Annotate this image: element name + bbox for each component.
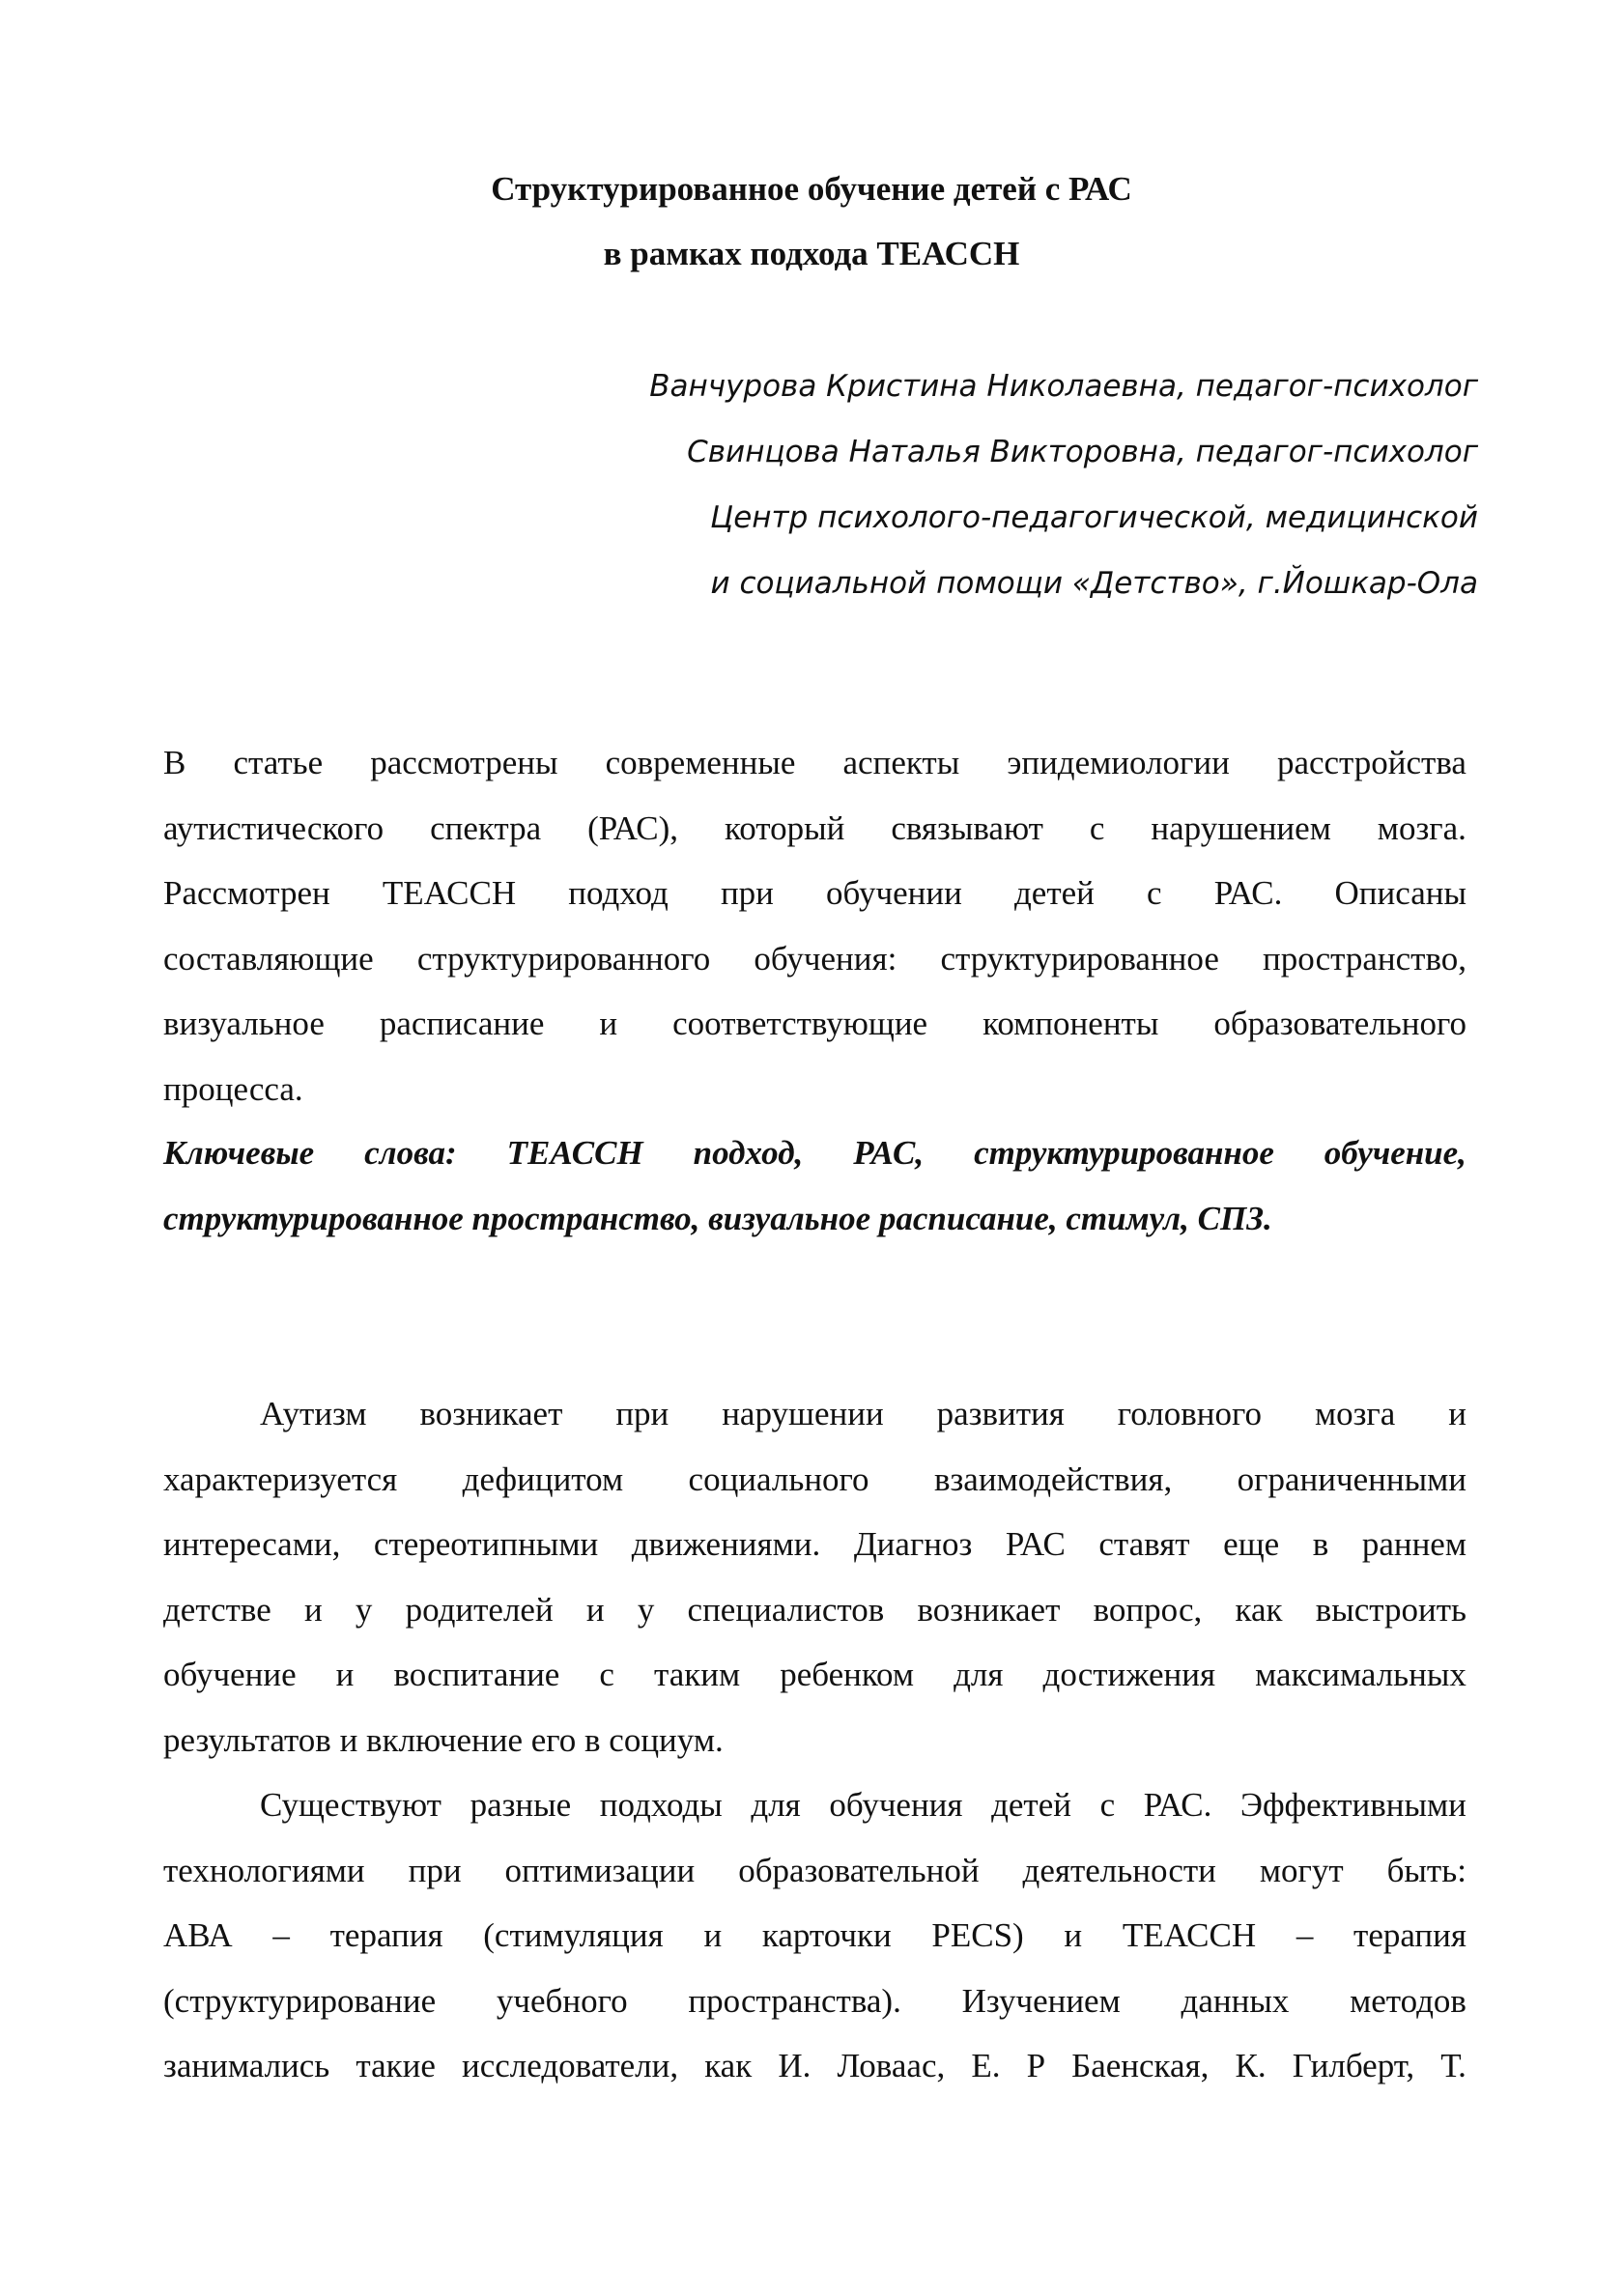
word: взаимодействия,: [933, 1460, 1173, 1498]
word: и: [703, 1916, 723, 1954]
word: методов: [1350, 1981, 1466, 2020]
word: Описаны: [1334, 874, 1466, 912]
word: аутистического: [163, 808, 384, 847]
word: интересами,: [163, 1525, 341, 1563]
paragraph-last-line: результатов и включение его в социум.: [163, 1720, 724, 1759]
word: (стимуляция: [483, 1916, 664, 1954]
paragraph-line: [163, 1772, 1466, 1838]
word: РАС,: [853, 1134, 925, 1172]
word: статье: [233, 744, 324, 781]
word: и: [1064, 1916, 1083, 1954]
word: слова:: [364, 1134, 457, 1172]
word: стереотипными: [373, 1525, 599, 1563]
word: обучения: [829, 1786, 963, 1824]
word: обучения:: [754, 939, 897, 978]
word: ТЕАССН: [1122, 1916, 1257, 1954]
word: аспекты: [842, 744, 960, 781]
word: Рассмотрен: [163, 874, 330, 912]
word: технологиями: [163, 1851, 365, 1889]
paragraph-line: [163, 1381, 1466, 1447]
word: при: [408, 1851, 462, 1889]
word: как: [1235, 1590, 1283, 1629]
word: для: [954, 1656, 1004, 1693]
word: раннем: [1361, 1525, 1466, 1563]
word: в: [1312, 1525, 1329, 1563]
word: с: [1099, 1786, 1116, 1824]
paragraph-line: [163, 1838, 1466, 1904]
word: вопрос,: [1093, 1590, 1203, 1629]
word: образовательной: [738, 1851, 980, 1889]
word: Е.: [971, 2047, 1001, 2084]
paragraph-line: [163, 1447, 1466, 1513]
abstract-line: [163, 926, 1466, 992]
word: обучение,: [1324, 1134, 1466, 1172]
word: как: [704, 2047, 753, 2084]
word: возникает: [419, 1395, 563, 1432]
word: рассмотрены: [370, 744, 558, 781]
word: Ключевые: [163, 1134, 315, 1172]
word: структурированное: [940, 939, 1219, 978]
word: (структурирование: [163, 1981, 437, 2020]
word: Р: [1026, 2047, 1046, 2084]
word: –: [272, 1916, 290, 1954]
keywords-line: структурированное пространство, визуальное расписание, стимул, СПЗ.: [163, 1199, 1272, 1237]
word: терапия: [1353, 1916, 1466, 1954]
word: воспитание: [393, 1656, 560, 1693]
word: составляющие: [163, 939, 374, 978]
abstract-line: [163, 861, 1466, 926]
word: деятельности: [1022, 1851, 1216, 1889]
word: нарушении: [722, 1395, 884, 1432]
word: возникает: [917, 1590, 1061, 1629]
paragraph-line: [163, 1903, 1466, 1969]
word: РАС.: [1143, 1786, 1212, 1824]
paragraph-line: [163, 1642, 1466, 1708]
word: обучении: [826, 874, 962, 912]
affiliation-line-2: и социальной помощи «Детство», г.Йошкар-Ола: [710, 566, 1478, 601]
word: максимальных: [1255, 1656, 1466, 1693]
word: пространства).: [688, 1981, 901, 2020]
paragraph-line: [163, 1512, 1466, 1577]
word: Аутизм: [260, 1395, 367, 1432]
word: нарушением: [1151, 808, 1331, 847]
word: Изучением: [961, 1981, 1121, 2020]
word: при: [615, 1395, 669, 1432]
word: эпидемиологии: [1007, 744, 1230, 781]
word: ребенком: [780, 1656, 915, 1693]
abstract-line: [163, 730, 1466, 796]
word: данных: [1181, 1981, 1290, 2020]
word: головного: [1117, 1395, 1263, 1432]
word: достижения: [1042, 1656, 1216, 1693]
word: учебного: [496, 1981, 628, 2020]
word: РАС: [1005, 1525, 1066, 1563]
word: с: [1147, 874, 1162, 912]
word: спектра: [430, 808, 542, 847]
author-2: Свинцова Наталья Викторовна, педагог-психолог: [687, 435, 1478, 469]
word: Ловаас,: [837, 2047, 946, 2084]
title-line-1: Структурированное обучение детей с РАС: [491, 170, 1132, 208]
word: расстройства: [1276, 744, 1466, 781]
word: исследователи,: [461, 2047, 679, 2084]
word: занимались: [163, 2047, 330, 2084]
word: И.: [778, 2047, 812, 2084]
word: таким: [654, 1656, 741, 1693]
word: ТЕАССН: [506, 1134, 643, 1172]
body-paragraph: [163, 1381, 1466, 1772]
paragraph-line: [163, 1577, 1466, 1643]
word: Диагноз: [853, 1525, 973, 1563]
word: детстве: [163, 1590, 271, 1629]
word: подход: [568, 874, 669, 912]
word: визуальное: [163, 1005, 325, 1042]
word: терапия: [329, 1916, 443, 1954]
abstract-line: [163, 796, 1466, 862]
word: у: [355, 1590, 373, 1629]
word: мозга: [1314, 1395, 1396, 1432]
word: для: [751, 1786, 801, 1824]
word: Баенская,: [1071, 2047, 1210, 2084]
word: PECS): [931, 1916, 1024, 1954]
word: детей: [991, 1786, 1071, 1824]
word: образовательного: [1213, 1005, 1466, 1042]
word: ТЕАССН: [382, 874, 517, 912]
paragraph-line: [163, 2033, 1466, 2099]
word: разные: [470, 1786, 572, 1824]
affiliation-line-1: Центр психолого-педагогической, медицинской: [710, 500, 1478, 535]
word: структурированного: [416, 939, 711, 978]
word: родителей: [405, 1590, 554, 1629]
word: Гилберт,: [1292, 2047, 1415, 2084]
word: который: [725, 808, 845, 847]
word: Т.: [1440, 2047, 1466, 2084]
word: и: [1448, 1395, 1466, 1432]
word: соответствующие: [672, 1005, 928, 1042]
abstract-line: [163, 991, 1466, 1057]
word: Существуют: [260, 1786, 441, 1824]
word: компоненты: [982, 1005, 1159, 1042]
word: современные: [605, 744, 796, 781]
keywords-line: [163, 1120, 1466, 1186]
word: обучение: [163, 1656, 297, 1693]
word: В: [163, 744, 186, 781]
word: еще: [1223, 1525, 1280, 1563]
word: такие: [356, 2047, 436, 2084]
word: ставят: [1098, 1525, 1190, 1563]
word: с: [1089, 808, 1105, 847]
word: движениями.: [631, 1525, 821, 1563]
word: выстроить: [1315, 1590, 1466, 1629]
word: Эффективными: [1239, 1786, 1466, 1824]
author-1: Ванчурова Кристина Николаевна, педагог-психолог: [649, 369, 1478, 404]
word: оптимизации: [504, 1851, 696, 1889]
word: и: [335, 1656, 355, 1693]
word: развития: [936, 1395, 1065, 1432]
keywords: [163, 1120, 1466, 1251]
title-line-2: в рамках подхода ТЕАССН: [603, 235, 1020, 272]
word: мозга.: [1377, 808, 1466, 847]
word: К.: [1235, 2047, 1267, 2084]
word: быть:: [1386, 1851, 1466, 1889]
word: дефицитом: [462, 1460, 624, 1498]
word: социального: [688, 1460, 869, 1498]
abstract: [163, 730, 1466, 1121]
word: и: [599, 1005, 618, 1042]
body-paragraph: [163, 1772, 1466, 2099]
word: структурированное: [974, 1134, 1274, 1172]
word: РАС.: [1213, 874, 1283, 912]
paragraph-line: [163, 1969, 1466, 2034]
word: и: [303, 1590, 323, 1629]
word: карточки: [761, 1916, 892, 1954]
word: связывают: [891, 808, 1043, 847]
word: и: [585, 1590, 605, 1629]
word: –: [1296, 1916, 1314, 1954]
word: подход,: [693, 1134, 804, 1172]
word: расписание: [379, 1005, 545, 1042]
word: ограниченными: [1237, 1460, 1466, 1498]
word: с: [599, 1656, 614, 1693]
word: могут: [1259, 1851, 1344, 1889]
word: характеризуется: [163, 1460, 398, 1498]
word: при: [720, 874, 774, 912]
word: (РАС),: [587, 808, 679, 847]
word: АВА: [163, 1916, 233, 1954]
word: пространство,: [1263, 939, 1466, 978]
word: детей: [1014, 874, 1095, 912]
word: подходы: [599, 1786, 723, 1824]
word: у: [637, 1590, 655, 1629]
abstract-last-line: процесса.: [163, 1069, 303, 1108]
word: специалистов: [687, 1590, 885, 1629]
